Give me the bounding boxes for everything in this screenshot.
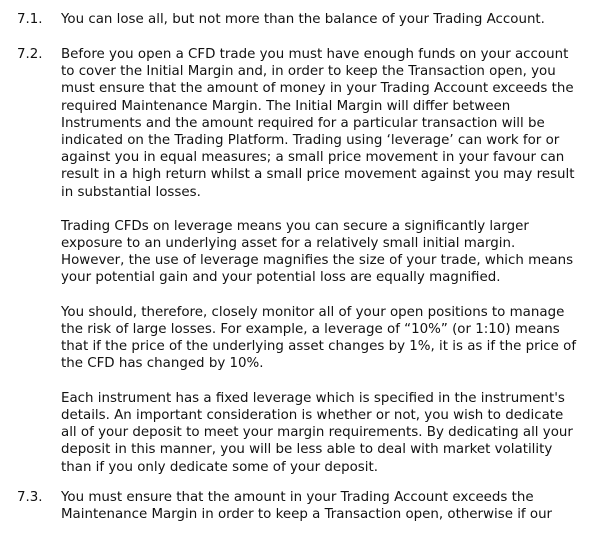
paragraph-gap	[61, 201, 613, 218]
text-line: the CFD has changed by 10%.	[61, 356, 264, 372]
text-line: against you in equal measures; a small price movement in your favour can	[61, 150, 565, 166]
text-line: Each instrument has a fixed leverage which is specified in the instrument's	[61, 390, 565, 406]
paragraph	[61, 304, 613, 373]
text-line: Maintenance Margin in order to keep a Transaction open, otherwise if our	[61, 507, 553, 523]
text-line: the risk of large losses. For example, a leverage of “10%” (or 1:10) means	[61, 322, 560, 337]
paragraph	[61, 46, 613, 201]
clause-number: 7.2.	[17, 47, 43, 62]
text-line: details. An important consideration is whether or not, you wish to dedicate	[61, 407, 564, 423]
text-line: deposit in this manner, you will be less able to deal with market volatility	[61, 442, 553, 458]
text-line: all of your deposit to meet your margin requirements. By dedicating all your	[61, 425, 573, 441]
text-line: your potential gain and your potential loss are equally magnified.	[61, 270, 501, 286]
text-line: You should, therefore, closely monitor all of your open positions to manage	[61, 304, 565, 320]
text-line: However, the use of leverage magnifies the size of your trade, which means	[61, 253, 574, 269]
paragraph-gap	[61, 373, 613, 390]
text-line: than if you only dedicate some of your deposit.	[61, 459, 378, 475]
text-line: You must ensure that the amount in your Trading Account exceeds the	[61, 490, 534, 505]
clause-body	[61, 46, 613, 476]
paragraph	[61, 390, 613, 476]
clause-body	[61, 489, 613, 523]
text-line: exposure to an underlying asset for a relatively small initial margin.	[61, 236, 516, 252]
text-line: result in a high return whilst a small price movement against you may result	[61, 167, 575, 183]
text-line: Instruments and the amount required for a particular transaction will be	[61, 115, 545, 131]
clause-number: 7.1.	[17, 12, 43, 27]
text-line: to cover the Initial Margin and, in order to keep the Transaction open, you	[61, 64, 556, 80]
paragraph	[61, 218, 613, 287]
text-line: required Maintenance Margin. The Initial Margin will differ between	[61, 98, 511, 114]
clause-body	[61, 11, 613, 28]
text-line: Before you open a CFD trade you must have enough funds on your account	[61, 47, 569, 62]
text-line: Trading CFDs on leverage means you can secure a significantly larger	[61, 218, 529, 234]
text-line: must ensure that the amount of money in your Trading Account exceeds the	[61, 81, 574, 97]
text-line: You can lose all, but not more than the balance of your Trading Account.	[61, 12, 545, 27]
text-line: that if the price of the underlying asset changes by 1%, it is as if the price of	[61, 339, 577, 355]
text-line: indicated on the Trading Platform. Trading using ‘leverage’ can work for or	[61, 132, 560, 148]
text-line: in substantial losses.	[61, 184, 201, 200]
clause-number: 7.3.	[17, 490, 43, 505]
paragraph-gap	[61, 287, 613, 304]
